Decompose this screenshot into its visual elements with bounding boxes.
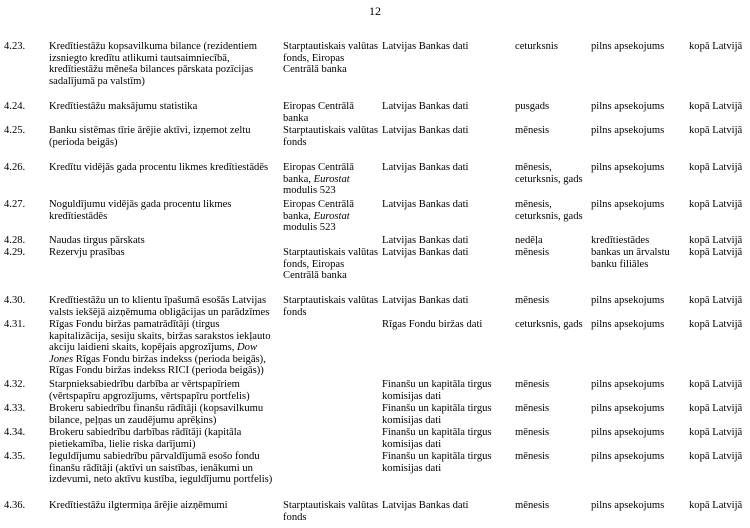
indicator-cell: Brokeru sabiedrību darbības rādītāji (kapitāla pietiekamība, lielie riska darījumi) <box>49 427 242 450</box>
data-cell: Finanšu un kapitāla tirgus komisijas dati <box>382 403 492 426</box>
row-number: 4.35. <box>4 451 26 462</box>
coverage-cell: pilns apsekojums <box>591 403 665 414</box>
coverage-cell: pilns apsekojums <box>591 379 665 390</box>
source-cell: Eiropas Centrālā banka, Eurostat modulis 523 <box>283 199 354 234</box>
data-cell: Latvijas Bankas dati <box>382 247 469 258</box>
period-cell: mēnesis <box>515 500 550 511</box>
indicator-cell: Kredītiestāžu un to klientu īpašumā esošās Latvijas valsts iekšējā aizņēmuma obligācijas un parādzīmes <box>49 295 270 318</box>
indicator-cell: Banku sistēmas tīrie ārējie aktīvi, izņemot zeltu (perioda beigās) <box>49 125 251 148</box>
data-cell: Latvijas Bankas dati <box>382 125 469 136</box>
data-cell: Latvijas Bankas dati <box>382 41 469 52</box>
row-number: 4.34. <box>4 427 26 438</box>
indicator-cell: Kredītu vidējās gada procentu likmes kredītiestādēs <box>49 162 269 173</box>
region-cell: kopā Latvijā <box>689 101 743 112</box>
row-number: 4.36. <box>4 500 26 511</box>
row-number: 4.30. <box>4 295 26 306</box>
data-cell: Latvijas Bankas dati <box>382 235 469 246</box>
coverage-cell: pilns apsekojums <box>591 41 665 52</box>
page-number: 12 <box>369 4 381 18</box>
region-cell: kopā Latvijā <box>689 125 743 136</box>
indicator-cell: Rīgas Fondu biržas pamatrādītāji (tirgus kapitalizācija, sesiju skaits, biržas sarakstos iekļauto akciju laidieni skaits, kopējais apgrozījums, Dow Jones Rīgas Fondu biržas indekss (perioda beigās), Rīgas Fondu biržas indekss RICI (perioda beigās)) <box>49 319 271 377</box>
row-number: 4.28. <box>4 235 26 246</box>
region-cell: kopā Latvijā <box>689 500 743 511</box>
data-cell: Latvijas Bankas dati <box>382 295 469 306</box>
source-cell: Starptautiskais valūtas fonds <box>283 500 379 523</box>
region-cell: kopā Latvijā <box>689 247 743 258</box>
coverage-cell: pilns apsekojums <box>591 125 665 136</box>
period-cell: ceturksnis <box>515 41 558 52</box>
coverage-cell: pilns apsekojums <box>591 500 665 511</box>
source-cell: Eiropas Centrālā banka, Eurostat modulis 523 <box>283 162 354 197</box>
indicator-cell: Kredītiestāžu kopsavilkuma bilance (rezidentiem izsniegto kredītu atlikumi tautsaimniecībā, kredītiestāžu mēneša bilances pārskata pozīcijas sadalījumā pa valstīm) <box>49 41 257 87</box>
row-number: 4.26. <box>4 162 26 173</box>
coverage-cell: pilns apsekojums <box>591 101 665 112</box>
period-cell: mēnesis, ceturksnis, gads <box>515 199 583 222</box>
region-cell: kopā Latvijā <box>689 403 743 414</box>
period-cell: mēnesis <box>515 247 550 258</box>
region-cell: kopā Latvijā <box>689 451 743 462</box>
region-cell: kopā Latvijā <box>689 199 743 210</box>
source-cell: Eiropas Centrālā banka <box>283 101 354 124</box>
period-cell: mēnesis <box>515 295 550 306</box>
region-cell: kopā Latvijā <box>689 162 743 173</box>
row-number: 4.33. <box>4 403 26 414</box>
row-number: 4.23. <box>4 41 26 52</box>
data-cell: Latvijas Bankas dati <box>382 162 469 173</box>
row-number: 4.29. <box>4 247 26 258</box>
indicator-cell: Ieguldījumu sabiedrību pārvaldījumā esošo fondu finanšu rādītāji (aktīvi un saistības, ienākumi un izdevumi, neto aktīvu kustība, ieguldījumu portfelis) <box>49 451 273 486</box>
source-cell: Starptautiskais valūtas fonds, Eiropas Centrālā banka <box>283 41 379 76</box>
region-cell: kopā Latvijā <box>689 235 743 246</box>
indicator-cell: Rezervju prasības <box>49 247 125 258</box>
indicator-cell: Kredītiestāžu ilgtermiņa ārējie aizņēmumi <box>49 500 228 511</box>
source-cell: Starptautiskais valūtas fonds <box>283 125 379 148</box>
period-cell: mēnesis <box>515 403 550 414</box>
period-cell: mēnesis, ceturksnis, gads <box>515 162 583 185</box>
data-cell: Latvijas Bankas dati <box>382 101 469 112</box>
data-cell: Latvijas Bankas dati <box>382 500 469 511</box>
data-cell: Finanšu un kapitāla tirgus komisijas dati <box>382 427 492 450</box>
coverage-cell: pilns apsekojums <box>591 427 665 438</box>
row-number: 4.32. <box>4 379 26 390</box>
row-number: 4.27. <box>4 199 26 210</box>
indicator-cell: Brokeru sabiedrību finanšu rādītāji (kopsavilkumu bilance, peļņas un zaudējumu aprēķins) <box>49 403 264 426</box>
row-number: 4.24. <box>4 101 26 112</box>
indicator-cell: Kredītiestāžu maksājumu statistika <box>49 101 198 112</box>
coverage-cell: kredītiestādes <box>591 235 650 246</box>
row-number: 4.25. <box>4 125 26 136</box>
source-cell: Starptautiskais valūtas fonds, Eiropas Centrālā banka <box>283 247 379 282</box>
data-cell: Finanšu un kapitāla tirgus komisijas dati <box>382 451 492 474</box>
source-cell: Starptautiskais valūtas fonds <box>283 295 379 318</box>
coverage-cell: pilns apsekojums <box>591 162 665 173</box>
region-cell: kopā Latvijā <box>689 41 743 52</box>
indicator-cell: Naudas tirgus pārskats <box>49 235 145 246</box>
row-number: 4.31. <box>4 319 26 330</box>
region-cell: kopā Latvijā <box>689 319 743 330</box>
region-cell: kopā Latvijā <box>689 427 743 438</box>
period-cell: pusgads <box>515 101 550 112</box>
indicator-cell: Noguldījumu vidējās gada procentu likmes kredītiestādēs <box>49 199 232 222</box>
period-cell: ceturksnis, gads <box>515 319 583 330</box>
period-cell: mēnesis <box>515 125 550 136</box>
coverage-cell: pilns apsekojums <box>591 319 665 330</box>
data-cell: Rīgas Fondu biržas dati <box>382 319 483 330</box>
period-cell: nedēļa <box>515 235 543 246</box>
indicator-cell: Starpnieksabiedrību darbība ar vērtspapīriem (vērtspapīru apgrozījums, vērtspapīru portfelis) <box>49 379 250 402</box>
period-cell: mēnesis <box>515 427 550 438</box>
period-cell: mēnesis <box>515 379 550 390</box>
coverage-cell: pilns apsekojums <box>591 199 665 210</box>
coverage-cell: pilns apsekojums <box>591 451 665 462</box>
period-cell: mēnesis <box>515 451 550 462</box>
coverage-cell: bankas un ārvalstu banku filiāles <box>591 247 670 270</box>
region-cell: kopā Latvijā <box>689 295 743 306</box>
coverage-cell: pilns apsekojums <box>591 295 665 306</box>
data-cell: Latvijas Bankas dati <box>382 199 469 210</box>
region-cell: kopā Latvijā <box>689 379 743 390</box>
data-cell: Finanšu un kapitāla tirgus komisijas dati <box>382 379 492 402</box>
